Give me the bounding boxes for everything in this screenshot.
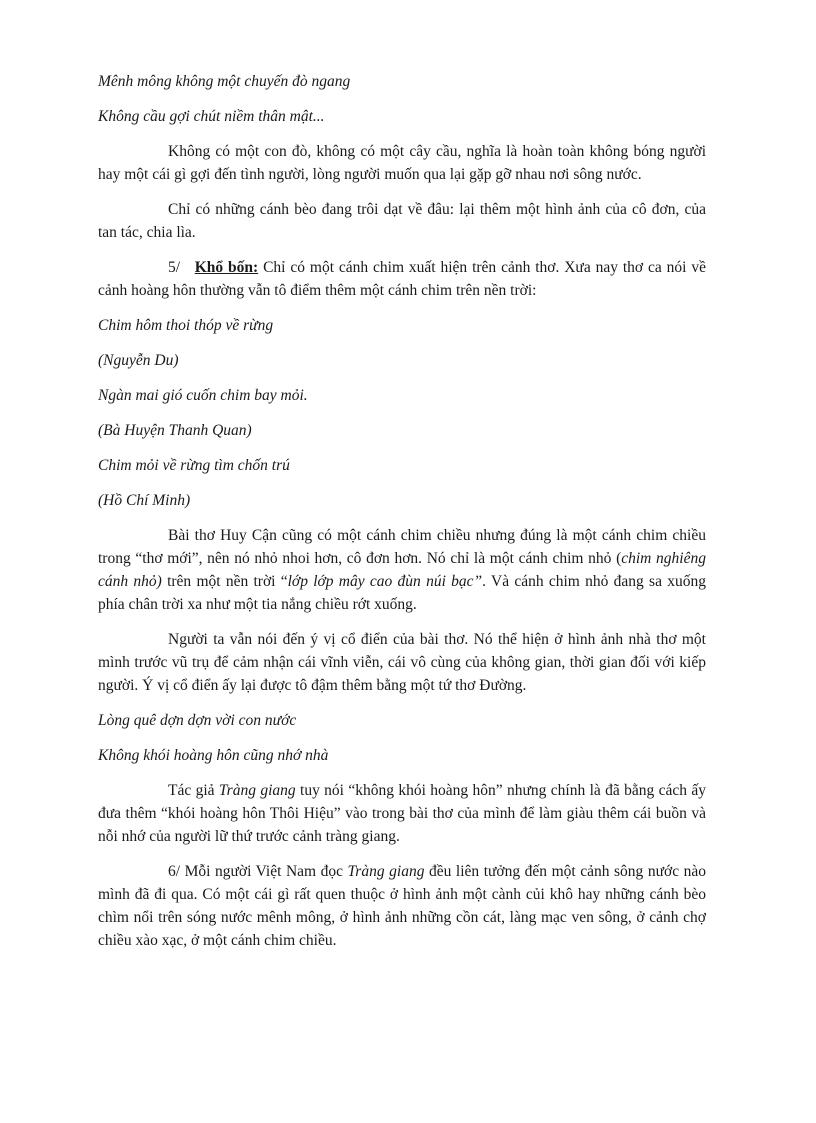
paragraph-italic: lớp lớp mây cao đùn núi bạc” (287, 573, 483, 590)
quote-line: Ngàn mai gió cuốn chim bay mỏi. (98, 387, 308, 404)
paragraph-text: Tác giả (168, 782, 219, 799)
paragraph (98, 779, 706, 848)
section-number: 5/ (168, 259, 181, 276)
paragraph-text: . Và cánh chim nhỏ đang sa xuống phía chân trời xa như một tia nắng chiều rớt xuống. (98, 573, 706, 613)
document-page (98, 60, 706, 952)
paragraph-italic: chim nghiêng cánh nhỏ) (98, 550, 706, 590)
quote-author: (Bà Huyện Thanh Quan) (98, 422, 252, 439)
paragraph-text: Chỉ có một cánh chim xuất hiện trên cảnh thơ. Xưa nay thơ ca nói về cảnh hoàng hôn thường vẫn tô điểm thêm một cánh chim trên nền trời: (98, 259, 706, 299)
paragraph-italic: Tràng giang (218, 782, 296, 799)
section-heading: Khổ bốn: (194, 259, 259, 276)
verse-line: Mênh mông không một chuyến đò ngang (98, 73, 351, 90)
paragraph-text: Bài thơ Huy Cận cũng có một cánh chim chiều nhưng đúng là một cánh chim chiều trong “thơ mới”, nên nó nhỏ nhoi hơn, cô đơn hơn. Nó chỉ là một cánh chim nhỏ ( (98, 527, 706, 567)
paragraph (98, 524, 706, 616)
paragraph-italic: Tràng giang (347, 863, 425, 880)
verse-line: Lòng quê dợn dợn vời con nước (98, 712, 297, 729)
quote-line: Chim mỏi về rừng tìm chốn trú (98, 457, 290, 474)
paragraph-section-5 (98, 256, 706, 302)
paragraph: Không có một con đò, không có một cây cầu, nghĩa là hoàn toàn không bóng người hay một cái gì gợi đến tình người, lòng người muốn qua lại gặp gỡ nhau nơi sông nước. (98, 143, 706, 183)
paragraph-text: tuy nói “không khói hoàng hôn” nhưng chính là đã bằng cách ấy đưa thêm “khói hoàng hôn Thôi Hiệu” vào trong bài thơ của mình để làm giàu thêm cái buồn và nỗi nhớ của người lữ thứ trước cảnh tràng giang. (98, 782, 707, 845)
paragraph: Chỉ có những cánh bèo đang trôi dạt về đâu: lại thêm một hình ảnh của cô đơn, của tan tác, chia lìa. (98, 201, 706, 241)
paragraph-section-6 (98, 860, 706, 952)
quote-author: (Nguyễn Du) (98, 352, 179, 369)
verse-line: Không khói hoàng hôn cũng nhớ nhà (98, 747, 329, 764)
quote-line: Chim hôm thoi thóp về rừng (98, 317, 274, 334)
section-number: 6/ (168, 863, 181, 880)
paragraph-text: Mỗi người Việt Nam đọc (180, 863, 348, 880)
paragraph-text: trên một nền trời “ (161, 573, 288, 590)
verse-line: Không cầu gợi chút niềm thân mật... (98, 108, 325, 125)
paragraph: Người ta vẫn nói đến ý vị cổ điển của bài thơ. Nó thể hiện ở hình ảnh nhà thơ một mình trước vũ trụ để cảm nhận cái vĩnh viễn, cái vô cùng của không gian, thời gian đối với kiếp người. Ý vị cổ điển ấy lại được tô đậm thêm bằng một tứ thơ Đường. (98, 631, 706, 694)
quote-author: (Hồ Chí Minh) (98, 492, 191, 509)
paragraph-text: đều liên tưởng đến một cảnh sông nước nào mình đã đi qua. Có một cái gì rất quen thuộc ở hình ảnh một cành củi khô hay những cánh bèo chìm nổi trên sóng nước mênh mông, ở hình ảnh những cồn cát, làng mạc ven sông, ở cảnh chợ chiều xào xạc, ở một cánh chim chiều. (98, 863, 706, 949)
